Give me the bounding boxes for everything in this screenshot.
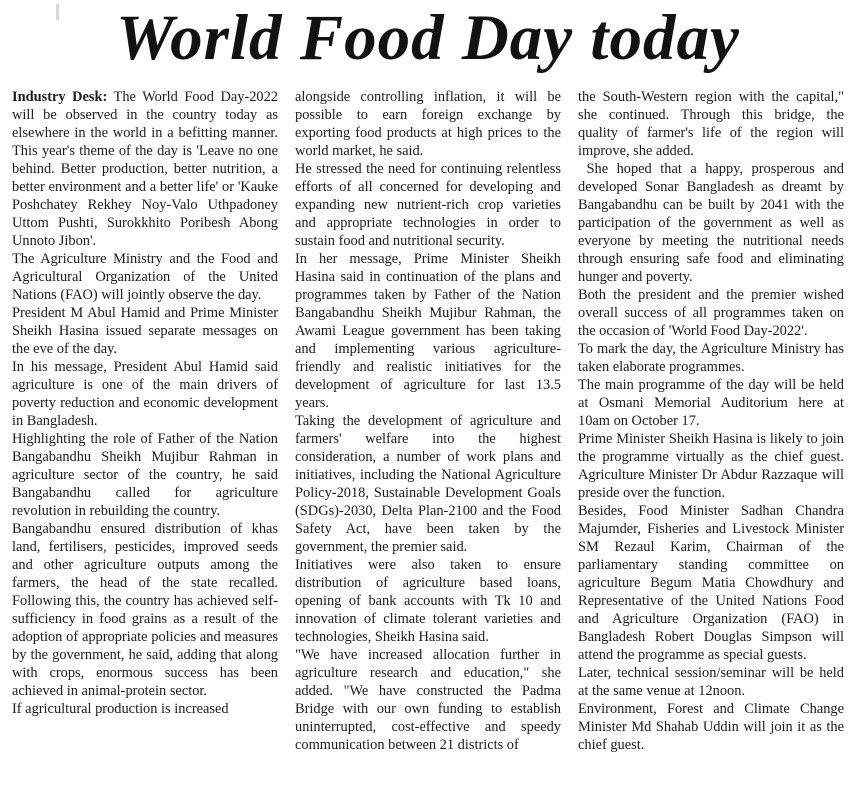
article-paragraph: Bangabandhu ensured distribution of khas land, fertilisers, pesticides, improved seeds and other agriculture outputs among the farmers, the head of the state recalled. Following this, the country has achieved self-sufficiency in food grains as a result of the adoption of appropriate policies and measures by the government, he said, adding that along with crops, enormous success has been achieved in animal-protein sector. — [12, 521, 278, 699]
article-paragraph: To mark the day, the Agriculture Ministry has taken elaborate programmes. — [578, 341, 844, 375]
article-paragraph: The main programme of the day will be held at Osmani Memorial Auditorium here at 10am on October 17. — [578, 377, 844, 429]
article-paragraph: Highlighting the role of Father of the Nation Bangabandhu Sheikh Mujibur Rahman in agriculture sector of the country, he said Bangabandhu called for agriculture revolution in rebuilding the country. — [12, 431, 278, 519]
article-paragraph: the South-Western region with the capital," she continued. Through this bridge, the quality of farmer's life of the region will improve, she added. — [578, 89, 844, 159]
article-headline: World Food Day today — [116, 2, 740, 74]
article-paragraph: "We have increased allocation further in agriculture research and education," she added. "We have constructed the Padma Bridge with our own funding to establish uninterrupted, cost-effective and speedy communication between 21 districts of — [295, 647, 561, 753]
article-paragraph: She hoped that a happy, prosperous and developed Sonar Bangladesh as dreamt by Bangabandhu can be built by 2041 with the participation of the government as well as everyone by meeting the nutritional needs through ensuring safe food and eliminating hunger and poverty. — [578, 161, 844, 285]
article-paragraph: He stressed the need for continuing relentless efforts of all concerned for developing and expanding new nutrient-rich crop varieties and appropriate technologies in order to sustain food and nutritional security. — [295, 161, 561, 249]
article-paragraph: President M Abul Hamid and Prime Minister Sheikh Hasina issued separate messages on the eve of the day. — [12, 305, 278, 357]
article-column-2 — [295, 88, 561, 754]
article-paragraph: Prime Minister Sheikh Hasina is likely to join the programme virtually as the chief guest. Agriculture Minister Dr Abdur Razzaque will preside over the function. — [578, 431, 844, 501]
article-column-1 — [12, 88, 278, 754]
article-paragraph: In his message, President Abul Hamid said agriculture is one of the main drivers of poverty reduction and economic development in Bangladesh. — [12, 359, 278, 429]
article-paragraph: Taking the development of agriculture and farmers' welfare into the highest consideration, a number of work plans and initiatives, including the National Agriculture Policy-2018, Sustainable Development Goals (SDGs)-2030, Delta Plan-2100 and the Food Safety Act, have been taken by the government, the premier said. — [295, 413, 561, 555]
article-paragraph: Later, technical session/seminar will be held at the same venue at 12noon. — [578, 665, 844, 699]
article-paragraph: Both the president and the premier wished overall success of all programmes taken on the occasion of 'World Food Day-2022'. — [578, 287, 844, 339]
article-paragraph: Initiatives were also taken to ensure distribution of agriculture based loans, opening of bank accounts with Tk 10 and innovation of climate tolerant varieties and technologies, Sheikh Hasina said. — [295, 557, 561, 645]
article-column-3 — [578, 88, 844, 754]
scan-artifact-mark — [56, 4, 59, 20]
article-paragraph: Industry Desk: The World Food Day-2022 will be observed in the country today as elsewhere in the world in a befitting manner. This year's theme of the day is 'Leave no one behind. Better production, better nutrition, a better environment and a better life' or 'Kauke Poshchatey Rekhey Noy-Valo Uthpadoney Uttom Pushti, Surokkhito Poribesh Abong Unnoto Jibon'. — [12, 89, 279, 249]
article-body — [0, 80, 856, 754]
article-paragraph: If agricultural production is increased — [12, 701, 229, 717]
article-paragraph: The Agriculture Ministry and the Food and Agricultural Organization of the United Nations (FAO) will jointly observe the day. — [12, 251, 278, 303]
article-paragraph: Besides, Food Minister Sadhan Chandra Majumder, Fisheries and Livestock Minister SM Rezaul Karim, Chairman of the parliamentary standing committee on agriculture Begum Matia Chowdhury and Representative of the United Nations Food and Agriculture Organization (FAO) in Bangladesh Robert Douglas Simpson will attend the programme as special guests. — [578, 503, 844, 663]
byline-lead: Industry Desk: — [12, 89, 108, 105]
article-paragraph: Environment, Forest and Climate Change Minister Md Shahab Uddin will join it as the chief guest. — [578, 701, 844, 753]
article-paragraph: In her message, Prime Minister Sheikh Hasina said in continuation of the plans and programmes taken by Father of the Nation Bangabandhu Sheikh Mujibur Rahman, the Awami League government has been taking and implementing various agriculture-friendly and realistic initiatives for the development of agriculture for last 13.5 years. — [295, 251, 561, 411]
article-paragraph: alongside controlling inflation, it will be possible to earn foreign exchange by exporting food products at high prices to the world market, he said. — [295, 89, 561, 159]
